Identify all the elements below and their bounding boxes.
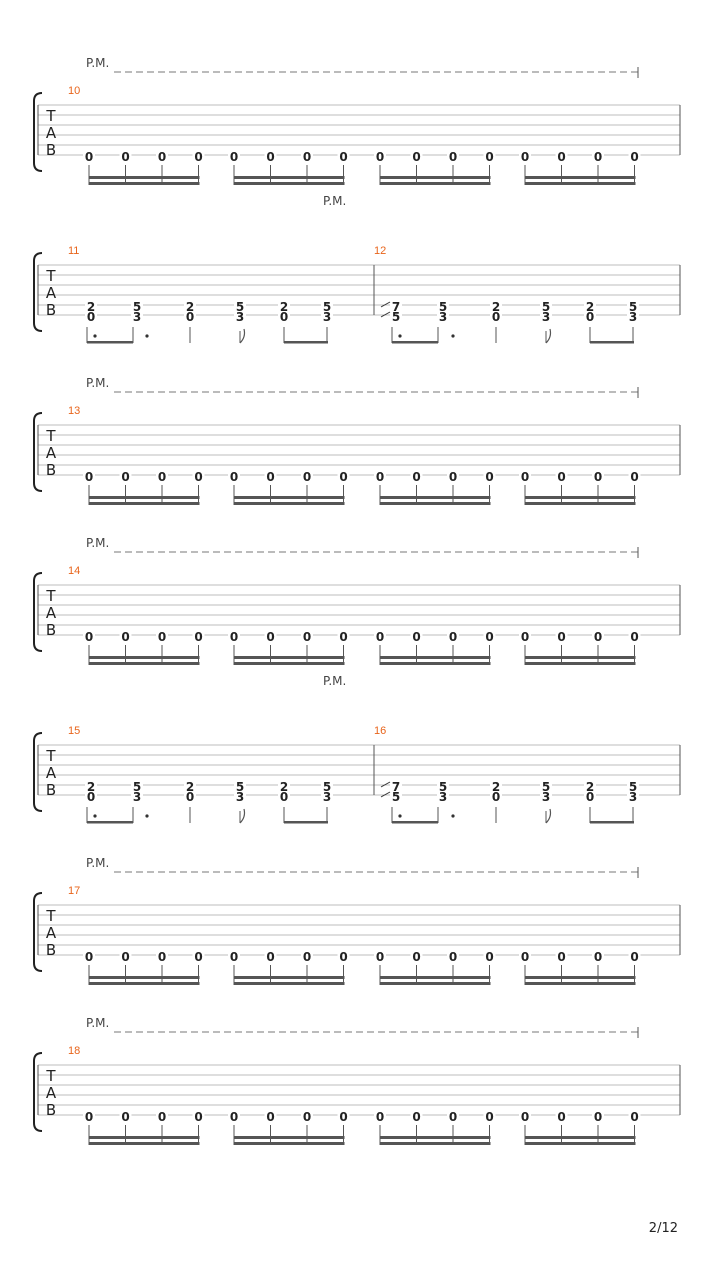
- rhythm-dot: [145, 814, 148, 817]
- fret-number: 0: [157, 630, 167, 644]
- fret-number: 3: [628, 310, 638, 324]
- beam: [234, 496, 345, 499]
- fret-number: 5: [235, 780, 245, 794]
- fret-number: 0: [491, 790, 501, 804]
- fret-number: 2: [86, 300, 96, 314]
- fret-number: 2: [585, 300, 595, 314]
- fret-number: 0: [485, 150, 494, 164]
- palm-mute-label: P.M.: [86, 1016, 110, 1030]
- beam: [380, 182, 491, 185]
- fret-number: 0: [557, 470, 566, 484]
- palm-mute-label: P.M.: [86, 56, 110, 70]
- beam: [590, 821, 634, 824]
- fret-number: 5: [235, 300, 245, 314]
- fret-number: 0: [266, 1110, 275, 1124]
- fret-number: 0: [194, 470, 203, 484]
- fret-number: 0: [302, 950, 312, 964]
- fret-number: 0: [630, 1110, 639, 1124]
- fret-number: 0: [339, 150, 348, 164]
- palm-mute-label: P.M.: [323, 194, 347, 208]
- fret-number: 0: [121, 150, 130, 164]
- fret-number: 0: [630, 950, 639, 964]
- beam: [89, 176, 200, 179]
- fret-number: 0: [86, 310, 96, 324]
- beam: [590, 341, 634, 344]
- fret-number: 5: [628, 780, 638, 794]
- staff-system: [34, 56, 680, 185]
- beam: [234, 982, 345, 985]
- beam: [525, 502, 636, 505]
- fret-number: 0: [266, 470, 275, 484]
- palm-mute-label: P.M.: [323, 674, 347, 688]
- fret-number: 3: [322, 790, 332, 804]
- fret-number: 0: [86, 790, 96, 804]
- fret-number: 0: [229, 950, 239, 964]
- fret-number: 0: [84, 470, 94, 484]
- fret-number: 0: [448, 150, 458, 164]
- fret-number: 0: [339, 950, 348, 964]
- rhythm-dot: [145, 334, 148, 337]
- beam: [284, 341, 328, 344]
- fret-number: 7: [391, 300, 401, 314]
- fret-number: 0: [520, 470, 530, 484]
- beam: [234, 182, 345, 185]
- fret-number: 0: [375, 950, 385, 964]
- measure-number: 12: [374, 245, 387, 257]
- beam: [380, 982, 491, 985]
- fret-number: 0: [279, 790, 289, 804]
- fret-number: 0: [557, 1110, 566, 1124]
- fret-number: 2: [279, 780, 289, 794]
- measure-number: 16: [374, 725, 387, 737]
- fret-number: 5: [541, 780, 551, 794]
- fret-number: 3: [541, 790, 551, 804]
- tab-clef-letter: T: [46, 267, 56, 285]
- tab-clef-letter: B: [45, 781, 57, 799]
- fret-number: 0: [412, 1110, 421, 1124]
- fret-number: 5: [132, 300, 142, 314]
- fret-number: 0: [121, 950, 130, 964]
- fret-number: 0: [157, 1110, 167, 1124]
- page-number: 2/12: [648, 1221, 678, 1236]
- fret-number: 0: [448, 470, 458, 484]
- fret-number: 0: [84, 1110, 94, 1124]
- measure-number: 14: [68, 565, 81, 577]
- fret-number: 0: [194, 1110, 203, 1124]
- beam: [525, 982, 636, 985]
- fret-number: 0: [339, 1110, 348, 1124]
- fret-number: 0: [375, 1110, 385, 1124]
- fret-number: 0: [520, 950, 530, 964]
- beam: [89, 976, 200, 979]
- beam: [234, 176, 345, 179]
- beam: [380, 176, 491, 179]
- beam: [525, 1136, 636, 1139]
- beam: [89, 496, 200, 499]
- measure-number: 15: [68, 725, 81, 737]
- staff-system: [34, 1016, 680, 1145]
- tab-clef-letter: B: [45, 461, 57, 479]
- fret-number: 5: [438, 300, 448, 314]
- beam: [392, 821, 438, 824]
- rhythm-dot: [93, 334, 96, 337]
- fret-number: 3: [438, 790, 448, 804]
- measure-number: 17: [68, 885, 81, 897]
- fret-number: 2: [491, 780, 501, 794]
- fret-number: 0: [630, 470, 639, 484]
- beam: [89, 982, 200, 985]
- fret-number: 0: [375, 470, 385, 484]
- beam: [380, 656, 491, 659]
- fret-number: 3: [132, 310, 142, 324]
- tab-clef-letter: A: [45, 764, 57, 782]
- rhythm-dot: [93, 814, 96, 817]
- fret-number: 0: [630, 630, 639, 644]
- rhythm-dot: [398, 814, 401, 817]
- beam: [380, 976, 491, 979]
- fret-number: 0: [339, 630, 348, 644]
- beam: [380, 662, 491, 665]
- fret-number: 0: [593, 150, 603, 164]
- fret-number: 0: [412, 950, 421, 964]
- tab-clef-letter: A: [45, 1084, 57, 1102]
- tab-clef-letter: B: [45, 141, 57, 159]
- palm-mute-label: P.M.: [86, 856, 110, 870]
- fret-number: 2: [185, 780, 195, 794]
- beam: [234, 656, 345, 659]
- tab-clef-letter: T: [46, 1067, 56, 1085]
- fret-number: 2: [279, 300, 289, 314]
- fret-number: 0: [185, 790, 195, 804]
- fret-number: 0: [339, 470, 348, 484]
- tab-clef-letter: B: [45, 1101, 57, 1119]
- fret-number: 0: [585, 790, 595, 804]
- tab-clef-letter: B: [45, 301, 57, 319]
- beam: [284, 821, 328, 824]
- fret-number: 3: [235, 790, 245, 804]
- beam: [234, 976, 345, 979]
- fret-number: 0: [593, 950, 603, 964]
- beam: [525, 176, 636, 179]
- fret-number: 0: [375, 630, 385, 644]
- beam: [89, 182, 200, 185]
- fret-number: 0: [84, 630, 94, 644]
- palm-mute-label: P.M.: [86, 536, 110, 550]
- fret-number: 0: [485, 470, 494, 484]
- fret-number: 0: [630, 150, 639, 164]
- note-flag: [240, 809, 245, 823]
- tab-clef-letter: B: [45, 621, 57, 639]
- fret-number: 0: [557, 150, 566, 164]
- beam: [87, 341, 133, 344]
- beam: [87, 821, 133, 824]
- beam: [89, 502, 200, 505]
- measure-number: 10: [68, 85, 81, 97]
- fret-number: 0: [448, 950, 458, 964]
- fret-number: 0: [557, 630, 566, 644]
- fret-number: 5: [132, 780, 142, 794]
- tab-clef-letter: T: [46, 587, 56, 605]
- beam: [234, 1136, 345, 1139]
- beam: [525, 662, 636, 665]
- fret-number: 5: [541, 300, 551, 314]
- fret-number: 0: [302, 470, 312, 484]
- fret-number: 0: [593, 630, 603, 644]
- staff-system: [34, 376, 680, 505]
- fret-number: 0: [375, 150, 385, 164]
- fret-number: 0: [448, 1110, 458, 1124]
- beam: [89, 1136, 200, 1139]
- fret-number: 0: [485, 950, 494, 964]
- fret-number: 0: [412, 470, 421, 484]
- fret-number: 0: [448, 630, 458, 644]
- fret-number: 0: [593, 470, 603, 484]
- fret-number: 3: [438, 310, 448, 324]
- measure-number: 11: [68, 245, 80, 257]
- note-flag: [546, 809, 551, 823]
- beam: [234, 1142, 345, 1145]
- fret-number: 0: [585, 310, 595, 324]
- beam: [525, 656, 636, 659]
- fret-number: 5: [322, 300, 332, 314]
- beam: [380, 502, 491, 505]
- rhythm-dot: [398, 334, 401, 337]
- tab-clef-letter: A: [45, 124, 57, 142]
- rhythm-dot: [451, 334, 454, 337]
- fret-number: 0: [121, 630, 130, 644]
- fret-number: 5: [628, 300, 638, 314]
- tab-clef-letter: B: [45, 941, 57, 959]
- fret-number: 0: [485, 1110, 494, 1124]
- staff-system: [34, 856, 680, 985]
- staff-system: [34, 536, 680, 665]
- rhythm-dot: [451, 814, 454, 817]
- fret-number: 3: [322, 310, 332, 324]
- fret-number: 0: [302, 1110, 312, 1124]
- beam: [234, 502, 345, 505]
- fret-number: 5: [438, 780, 448, 794]
- fret-number: 2: [491, 300, 501, 314]
- fret-number: 0: [121, 1110, 130, 1124]
- note-flag: [546, 329, 551, 343]
- fret-number: 0: [593, 1110, 603, 1124]
- fret-number: 0: [84, 150, 94, 164]
- fret-number: 0: [266, 950, 275, 964]
- tab-clef-letter: T: [46, 907, 56, 925]
- fret-number: 0: [229, 470, 239, 484]
- beam: [525, 182, 636, 185]
- fret-number: 5: [391, 310, 401, 324]
- fret-number: 0: [194, 630, 203, 644]
- tab-clef-letter: T: [46, 747, 56, 765]
- beam: [525, 976, 636, 979]
- measure-number: 13: [68, 405, 81, 417]
- staff-system: [34, 674, 680, 824]
- tab-clef-letter: A: [45, 604, 57, 622]
- fret-number: 0: [491, 310, 501, 324]
- measure-number: 18: [68, 1045, 81, 1057]
- beam: [380, 496, 491, 499]
- tab-clef-letter: T: [46, 427, 56, 445]
- fret-number: 0: [279, 310, 289, 324]
- fret-number: 0: [229, 1110, 239, 1124]
- fret-number: 0: [302, 150, 312, 164]
- fret-number: 5: [391, 790, 401, 804]
- fret-number: 2: [86, 780, 96, 794]
- fret-number: 2: [185, 300, 195, 314]
- tab-clef-letter: A: [45, 924, 57, 942]
- fret-number: 2: [585, 780, 595, 794]
- fret-number: 0: [485, 630, 494, 644]
- tab-clef-letter: A: [45, 444, 57, 462]
- fret-number: 0: [121, 470, 130, 484]
- fret-number: 0: [157, 470, 167, 484]
- tab-clef-letter: A: [45, 284, 57, 302]
- fret-number: 0: [302, 630, 312, 644]
- fret-number: 0: [412, 630, 421, 644]
- beam: [392, 341, 438, 344]
- fret-number: 0: [266, 150, 275, 164]
- palm-mute-label: P.M.: [86, 376, 110, 390]
- fret-number: 0: [520, 630, 530, 644]
- fret-number: 0: [266, 630, 275, 644]
- fret-number: 0: [157, 950, 167, 964]
- beam: [525, 1142, 636, 1145]
- fret-number: 3: [628, 790, 638, 804]
- fret-number: 0: [557, 950, 566, 964]
- beam: [89, 656, 200, 659]
- beam: [89, 1142, 200, 1145]
- fret-number: 7: [391, 780, 401, 794]
- beam: [234, 662, 345, 665]
- beam: [89, 662, 200, 665]
- note-flag: [240, 329, 245, 343]
- fret-number: 0: [194, 150, 203, 164]
- beam: [380, 1136, 491, 1139]
- fret-number: 0: [185, 310, 195, 324]
- beam: [380, 1142, 491, 1145]
- beam: [525, 496, 636, 499]
- fret-number: 0: [194, 950, 203, 964]
- fret-number: 5: [322, 780, 332, 794]
- fret-number: 3: [235, 310, 245, 324]
- fret-number: 3: [541, 310, 551, 324]
- fret-number: 0: [157, 150, 167, 164]
- fret-number: 0: [412, 150, 421, 164]
- fret-number: 0: [520, 150, 530, 164]
- staff-system: [34, 194, 680, 344]
- tab-clef-letter: T: [46, 107, 56, 125]
- fret-number: 0: [229, 630, 239, 644]
- fret-number: 0: [229, 150, 239, 164]
- fret-number: 3: [132, 790, 142, 804]
- fret-number: 0: [520, 1110, 530, 1124]
- fret-number: 0: [84, 950, 94, 964]
